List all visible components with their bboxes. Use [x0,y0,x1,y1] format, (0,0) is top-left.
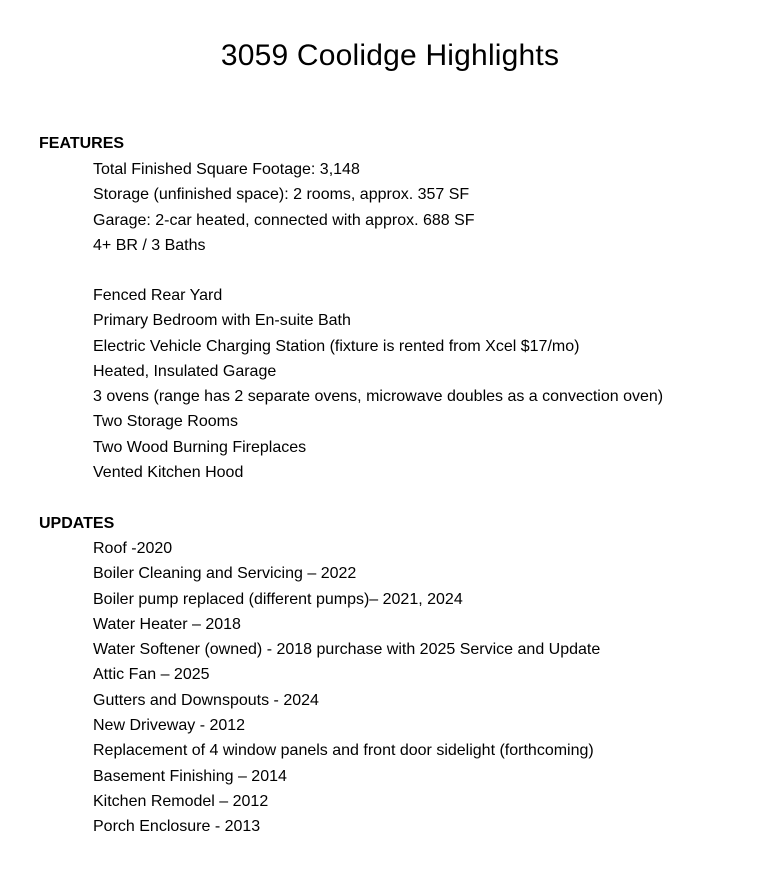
list-item: 4+ BR / 3 Baths [93,236,206,254]
list-item: Electric Vehicle Charging Station (fixture is rented from Xcel $17/mo) [93,337,580,355]
list-item: Water Heater – 2018 [93,615,241,633]
list-item: Vented Kitchen Hood [93,464,244,482]
list-item: Boiler pump replaced (different pumps)– 2021, 2024 [93,590,463,608]
list-item: Primary Bedroom with En-suite Bath [93,312,351,330]
list-item: Replacement of 4 window panels and front door sidelight (forthcoming) [93,742,594,760]
list-item: Storage (unfinished space): 2 rooms, approx. 357 SF [93,186,470,204]
list-item: Gutters and Downspouts - 2024 [93,691,319,709]
list-item: Boiler Cleaning and Servicing – 2022 [93,565,357,583]
features-heading: FEATURES [39,135,125,152]
list-item: Fenced Rear Yard [93,287,223,304]
features-list-secondary [93,283,663,485]
list-item: Heated, Insulated Garage [93,362,277,380]
list-item: New Driveway - 2012 [93,717,246,735]
list-item: Total Finished Square Footage: 3,148 [93,161,360,178]
list-item: Kitchen Remodel – 2012 [93,792,269,810]
list-item: Basement Finishing – 2014 [93,767,287,785]
updates-heading: UPDATES [39,515,115,532]
list-item: Garage: 2-car heated, connected with approx. 688 SF [93,211,475,229]
updates-list [93,536,600,840]
list-item: Water Softener (owned) - 2018 purchase with 2025 Service and Update [93,641,601,659]
list-item: 3 ovens (range has 2 separate ovens, microwave doubles as a convection oven) [93,388,664,406]
list-item: Two Wood Burning Fireplaces [93,438,307,456]
list-item: Porch Enclosure - 2013 [93,818,261,836]
page-title: 3059 Coolidge Highlights [220,39,560,72]
list-item: Attic Fan – 2025 [93,666,210,684]
list-item: Two Storage Rooms [93,413,238,431]
list-item: Roof -2020 [93,540,173,557]
features-list-primary [93,157,475,258]
